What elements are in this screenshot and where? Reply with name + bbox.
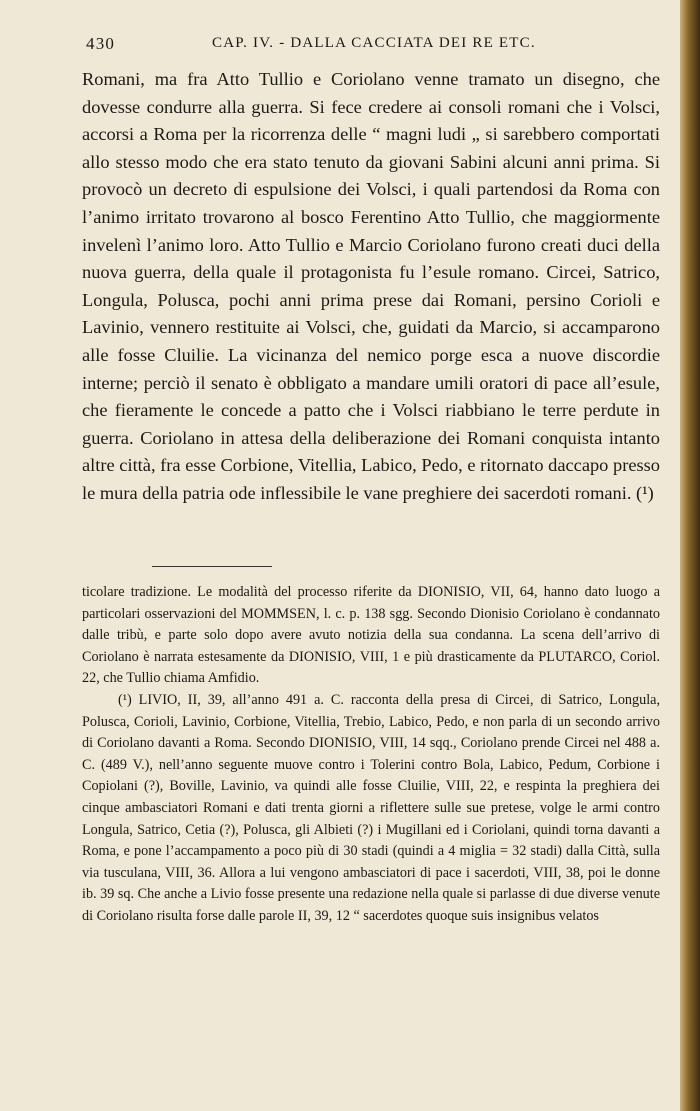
footnote-1: (¹) LIVIO, II, 39, all’anno 491 a. C. racconta della presa di Circei, di Satrico, Longula, Polusca, Corioli, Lavinio, Corbione, Vitellia, Trebio, Labico, Pedo, e non parla di un secondo arrivo di Coriolano davanti a Roma. Secondo DIONISIO, VIII, 14 sqq., Coriolano prende Circei nel 488 a. C. (489 V.), nell’anno seguente muove contro i Tolerini contro Bola, Labico, Pedum, Corbione i Copiolani (?), Boville, Lavinio, va quindi alle fosse Cluilie, VIII, 22, e respinta la preghiera dei cinque ambasciatori Romani e dati trenta giorni a riflettere sulle sue pretese, volge le armi contro Longula, Satrico, Cetia (?), Polusca, gli Albieti (?) i Mugillani ed i Coriolani, quindi torna davanti a Roma, e pone l’accampamento a poco più di 30 stadi (quindi a 4 miglia = 32 stadi) dalla Città, sulla via tusculana, VIII, 36. Allora a lui vengono ambasciatori di pace i sacerdoti, VIII, 38, poi le donne ib. 39 sq. Che anche a Livio fosse presente una redazione nella quale si parlasse di due diverse venute di Coriolano risulta forse dalle parole II, 39, 12 “ sacerdotes quoque suis insignibus velatos [82,691,660,924]
footnote-continuation: ticolare tradizione. Le modalità del processo riferite da DIONISIO, VII, 64, hanno dato luogo a particolari osservazioni del MOMMSEN, l. c. p. 138 sgg. Secondo Dionisio Coriolano è condannato dalle tribù, e parte solo dopo avere avuto notizia della sua condanna. La scena dell’arrivo di Coriolano è narrata estesamente da DIONISIO, VIII, 1 e più drasticamente da PLUTARCO, Coriol. 22, che Tullio chiama Amfidio. [82,584,660,687]
page-number: 430 [86,34,116,53]
main-paragraph: Romani, ma fra Atto Tullio e Coriolano venne tramato un disegno, che dovesse condurre alla guerra. Si fece credere ai consoli romani che i Volsci, accorsi a Roma per la ricorrenza delle “ magni ludi „ si sarebbero comportati allo stesso modo che era stato tenuto da giovani Sabini alcuni anni prima. Si provocò un decreto di espulsione dei Volsci, i quali partendosi da Roma con l’animo irritato trovarono al bosco Ferentino Atto Tullio, che maggiormente invelenì l’animo loro. Atto Tullio e Marcio Coriolano furono creati duci della nuova guerra, della quale il protagonista fu l’esule romano. Circei, Satrico, Longula, Polusca, pochi anni prima prese dai Romani, persino Corioli e Lavinio, vennero restituite ai Volsci, che, guidati da Marcio, si accamparono alle fosse Cluilie. La vicinanza del nemico porge esca a nuove discordie interne; perciò il senato è obbligato a mandare umili oratori di pace all’esule, che fieramente le concede a patto che i Volsci riabbiano le terre perdute in guerra. Coriolano in attesa della deliberazione dei Romani conquista intanto altre città, fra esse Corbione, Vitellia, Labico, Pedo, e ritornato daccapo presso le mura della patria ode inflessibile le vane preghiere dei sacerdoti romani. (¹) [82,69,660,503]
book-spine-edge [680,0,700,1111]
running-head: CAP. IV. - DALLA CACCIATA DEI RE ETC. [212,35,536,51]
footnote-separator [152,566,272,567]
footnotes [82,582,660,928]
main-text [82,66,660,508]
page-header [86,34,660,58]
